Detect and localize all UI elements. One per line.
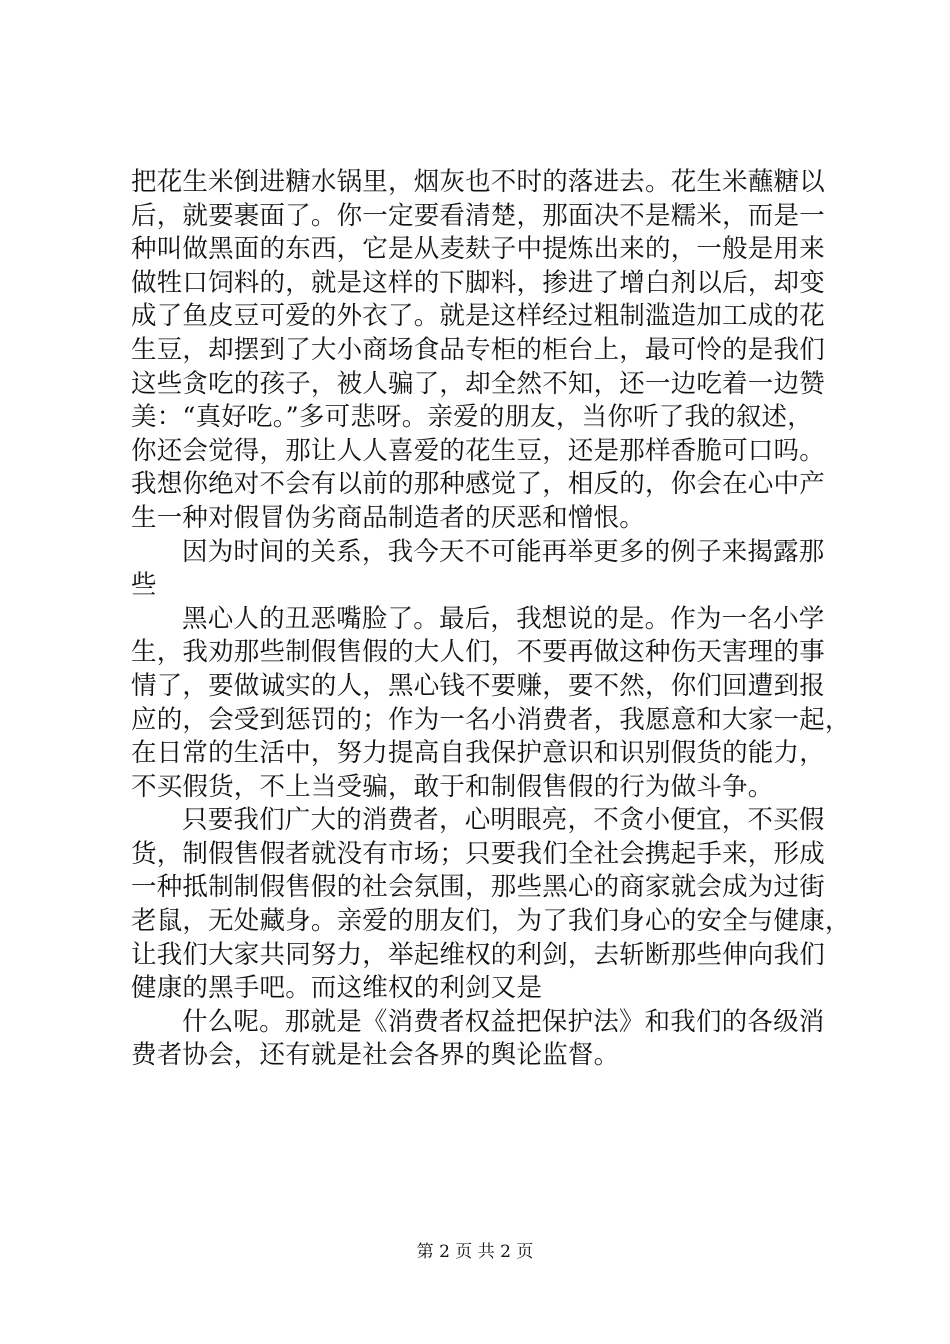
text-line: 种叫做黑面的东西，它是从麦麸子中提炼出来的，一般是用来: [131, 234, 825, 265]
text-line: 生，我劝那些制假售假的大人们，不要再做这种伤天害理的事: [131, 637, 825, 668]
text-line: 因为时间的关系，我今天不可能再举更多的例子来揭露那: [182, 536, 825, 567]
text-line: 你还会觉得，那让人人喜爱的花生豆，还是那样香脆可口吗。: [131, 435, 825, 466]
text-line: 不买假货，不上当受骗，敢于和制假售假的行为做斗争。: [131, 771, 774, 802]
text-line: 把花生米倒进糖水锅里，烟灰也不时的落进去。花生米蘸糖以: [131, 167, 825, 197]
text-line: 应的，会受到惩罚的；作为一名小消费者，我愿意和大家一起，: [131, 704, 851, 735]
text-line: 费者协会，还有就是社会各界的舆论监督。: [131, 1040, 620, 1071]
text-line: 什么呢。那就是《消费者权益把保护法》和我们的各级消: [182, 1006, 825, 1037]
text-line: 在日常的生活中，努力提高自我保护意识和识别假货的能力，: [131, 738, 825, 769]
page-footer: 第 2 页 共 2 页: [416, 1242, 534, 1262]
text-line: 生一种对假冒伪劣商品制造者的厌恶和憎恨。: [131, 502, 646, 533]
text-line: 这些贪吃的孩子，被人骗了，却全然不知，还一边吃着一边赞: [131, 368, 825, 399]
text-line: 老鼠，无处藏身。亲爱的朋友们，为了我们身心的安全与健康，: [131, 906, 851, 937]
text-line: 做牲口饲料的，就是这样的下脚料，掺进了增白剂以后，却变: [131, 267, 825, 298]
text-line: 情了，要做诚实的人，黑心钱不要赚，要不然，你们回遭到报: [131, 670, 825, 701]
text-line: 货，制假售假者就没有市场；只要我们全社会携起手来，形成: [131, 838, 825, 869]
text-line: 些: [131, 570, 157, 601]
text-line: 美：“真好吃。”多可悲呀。亲爱的朋友，当你听了我的叙述，: [131, 402, 813, 433]
text-line: 一种抵制制假售假的社会氛围，那些黑心的商家就会成为过街: [131, 872, 825, 903]
text-line: 生豆，却摆到了大小商场食品专柜的柜台上，最可怜的是我们: [131, 334, 825, 365]
text-line: 只要我们广大的消费者，心明眼亮，不贪小便宜，不买假: [182, 805, 825, 836]
text-line: 我想你绝对不会有以前的那种感觉了，相反的，你会在心中产: [131, 469, 825, 500]
text-line: 黑心人的丑恶嘴脸了。最后，我想说的是。作为一名小学: [182, 603, 825, 634]
text-line: 健康的黑手吧。而这维权的利剑又是: [131, 973, 543, 1004]
text-line: 让我们大家共同努力，举起维权的利剑，去斩断那些伸向我们: [131, 939, 825, 970]
document-body: [131, 166, 851, 1073]
text-line: 成了鱼皮豆可爱的外衣了。就是这样经过粗制滥造加工成的花: [131, 301, 825, 332]
text-line: 后，就要裹面了。你一定要看清楚，那面决不是糯米，而是一: [131, 200, 825, 231]
